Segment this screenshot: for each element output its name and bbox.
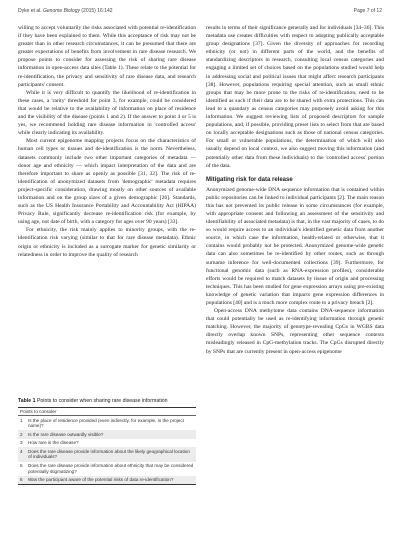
table-label: Table 1 [18, 398, 36, 404]
body-paragraph: Most current epigenome mapping projects focus on the characteristics of human cell types or tissues and de-identification is the norm. Nevertheless, datasets commonly include two other important categories of metadata — donor age and ethnicity — which impact interpretation of the data and are therefore important to share as openly as possible [31, 32]. The risk of re-identification of anonymized datasets from 'demographic' metadata requires project-specific consideration, drawing mostly on other sources of available information and on the group sizes of a given demographic [26]. Standards, such as the US Health Insurance Portability and Accountability Act (HIPAA) Privacy Rule, significantly decrease re-identification risk (for example, by using age, not date of birth, with a category for ages over 90 years) [33]. [18, 138, 196, 226]
table-caption: Table 1 Points to consider when sharing rare disease information [18, 398, 168, 404]
row-number: 5 [20, 463, 23, 469]
body-paragraph: For ethnicity, the risk mainly applies to minority groups, with the re-identification risk varying (similar to that for rare disease metadata). Ethnic origin or ethnicity is included as a surrogate marker for genetic similarity or relatedness in order to improve the quality of research [18, 227, 196, 258]
row-text: How rare is the disease? [28, 440, 79, 446]
table-body [18, 407, 196, 485]
body-paragraph: results in terms of their significance generally and for individuals [34–36]. This metadata use creates difficulties with respect to adopting publically acceptable group designations [37]. Given the diversity of approaches for recording ethnicity (or not) in different parts of the world, and the benefits of standardizing descriptors in research, consulting local census categories and engaging a limited set of choices based on the populations studied would help in addressing social and political issues that might affect research participants [38]. However, populations requiring special attention, such as small ethnic groups that may be more prone to the risks of re-identification, need to be identified as such if their data are to be shared with extra protections. This can lead to a quandary as census categories may purposely avoid asking for this information. We suggest reviewing lists of proposed descriptors for sample populations, and, if possible, providing preset lists to select from that are based on locally acceptable designations such as those of national census categories. For small or vulnerable populations, the determination of which will also usually depend on local context, we also suggest moving this information (and potentially other data from these individuals) to the 'controlled access' portion of the data. [206, 25, 384, 169]
row-number: 4 [20, 448, 23, 454]
page-header [18, 8, 382, 20]
body-paragraph: While it is very difficult to quantify the likelihood of re-identification in these cases, a 'rarity' threshold for point 3, for example, could be considered that would be relative to the availability of information on place of residence and the visibility of the disease (points 1 and 2). If the answer to point 4 or 5 is yes, we recommend holding rare disease information in 'controlled access' while clearly indicating its availability. [18, 89, 196, 137]
row-text: Was the participant aware of the potential risks of data re-identification? [28, 477, 174, 483]
table-1 [18, 398, 196, 485]
table-row [18, 476, 196, 485]
row-text: Is the place of residence provided (even indirectly, for example, in the project name)? [28, 417, 184, 429]
table-row [18, 416, 196, 430]
table-row [18, 462, 196, 476]
body-paragraph: Anonymized genome-wide DNA sequence information that is contained within public repositories can be linked to individual participants [2]. The main reason this has not prevented its public release in some circumstances (for example, with appropriate consent and following an assessment of the sensitivity and identifiability of associated metadata) is that, in the vast majority of cases, to do so would require access to an individual's identified genetic data from another source, in which case the information, health-related or otherwise, that it contains would probably not be protected. Anonymized genome-wide genetic data can also sometimes be re-identified by other routes, such as through surname inference for well-documented collections [39]. Furthermore, for functional genomic data (such as RNA-expression profiles), considerable efforts would be required to match datasets by tissue of origin and processing techniques. This has been studied for gene expression arrays using pre-existing knowledge of genetic variation that impacts gene expression differences in populations [40] and is a much more complex route to a privacy breach [2]. [206, 186, 384, 306]
section-heading: Mitigating risk for data release [206, 176, 293, 183]
left-column [18, 24, 196, 259]
row-number: 3 [20, 440, 23, 446]
journal-name: Genome Biology [43, 8, 80, 14]
running-citation: Dyke et al. Genome Biology (2015) 16:142 [18, 8, 113, 14]
table-row [18, 430, 196, 439]
row-number: 6 [20, 477, 23, 483]
table-header: Points to consider [18, 408, 196, 416]
table-row [18, 447, 196, 461]
table-row [18, 439, 196, 448]
right-column [206, 24, 384, 356]
body-paragraph: Open-access DNA methylome data contains DNA-sequence information that could potentially be used as re-identifying information through genetic matching. However, the majority of genotype-revealing CpGs in WGBS data directly overlap known SNPs, representing other sequence contexts misleadingly released in CpG-methylation tracks. The CpGs disrupted directly by SNPs that are currently present in open-access epigenome [206, 308, 384, 355]
row-number: 2 [20, 431, 23, 437]
page-number: Page 7 of 12 [353, 8, 382, 14]
row-text: Does the rare disease provide information about the likely geographical location of individuals? [28, 448, 190, 460]
row-number: 1 [20, 417, 23, 423]
row-text: Does the rare disease provide information about ethnicity that may be considered potentially stigmatizing? [28, 463, 194, 474]
row-text: Is the rare disease outwardly visible? [28, 431, 104, 437]
body-paragraph: willing to accept voluntarily the risks associated with potential re-identification if they have been explained to them. While this acceptance of risk may not be greater than in other research circumstances, it can be presumed that there are greater expectations of benefits from involvement in rare disease research. We propose points to consider for assessing the risk of sharing rare disease information in open-access data sites (Table 1). These relate to the potential for re-identification, the privacy and sensitivity of rare disease data, and research participants' consent. [18, 25, 196, 88]
